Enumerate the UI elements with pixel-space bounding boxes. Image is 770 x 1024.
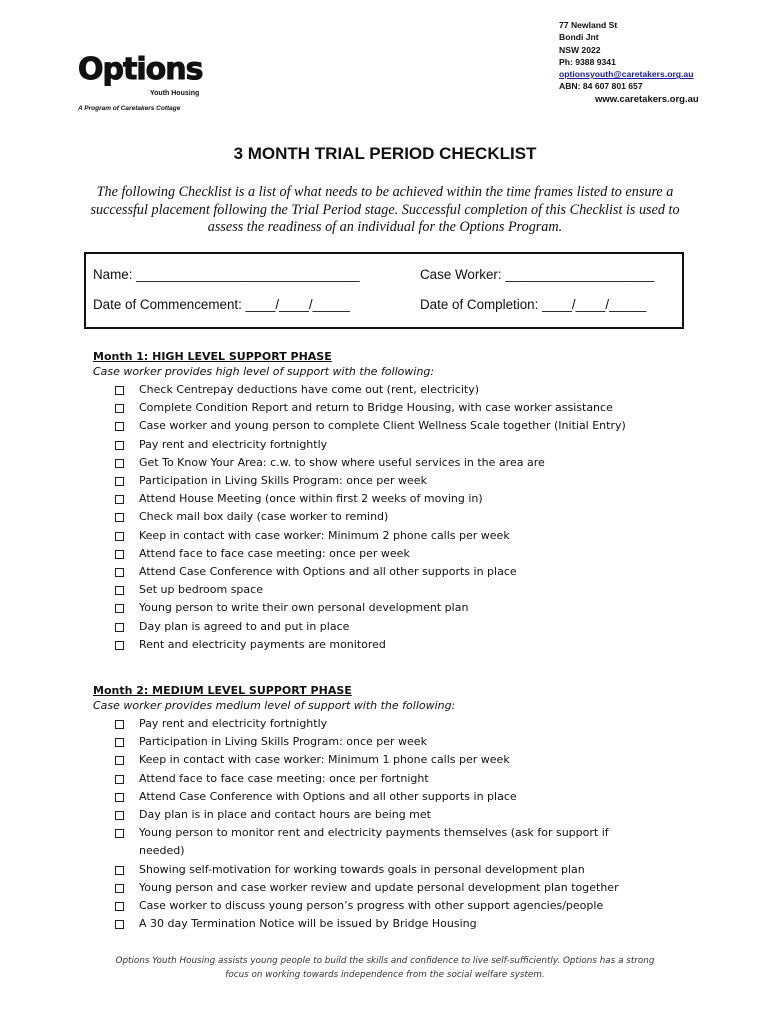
footer-line-2: focus on working towards independence from the social welfare system.: [225, 970, 545, 980]
checklist-item: [93, 399, 693, 417]
checklist-item: [93, 751, 693, 769]
checklist-item: [93, 861, 693, 879]
checklist-item-label: Set up bedroom space: [139, 583, 263, 597]
checkbox[interactable]: [115, 386, 124, 395]
footer-line-1: Options Youth Housing assists young people to build the skills and confidence to live self-sufficiently. Options has a strong: [115, 956, 655, 966]
checklist-item: [93, 436, 693, 454]
checkbox[interactable]: [115, 920, 124, 929]
checklist-item-label: Participation in Living Skills Program: once per week: [139, 474, 427, 488]
checkbox[interactable]: [115, 495, 124, 504]
checkbox[interactable]: [115, 866, 124, 875]
checklist-item: [93, 508, 693, 526]
checkbox[interactable]: [115, 422, 124, 431]
checkbox[interactable]: [115, 459, 124, 468]
checklist-item-continuation: needed): [139, 844, 185, 858]
checklist-item-label: Case worker and young person to complete Client Wellness Scale together (Initial Entry): [139, 419, 626, 433]
checkbox[interactable]: [115, 829, 124, 838]
month2-subtitle: Case worker provides medium level of support with the following:: [93, 699, 456, 712]
checklist-item: [93, 545, 693, 563]
checkbox[interactable]: [115, 586, 124, 595]
address-block: [559, 19, 699, 105]
month1-subtitle: Case worker provides high level of support with the following:: [93, 365, 435, 378]
checklist-item-label: Attend face to face case meeting: once per fortnight: [139, 771, 429, 785]
checklist-item: [93, 599, 693, 617]
logo-wordmark: Options: [78, 52, 203, 87]
logo-tagline: A Program of Caretakers Cottage: [78, 105, 181, 112]
checklist-item-label: Keep in contact with case worker: Minimum 2 phone calls per week: [139, 528, 510, 542]
checklist-item-label: Complete Condition Report and return to Bridge Housing, with case worker assistance: [139, 401, 613, 415]
checklist-item: [93, 806, 693, 824]
checklist-item-label: Pay rent and electricity fortnightly: [139, 717, 328, 730]
checkbox[interactable]: [115, 477, 124, 486]
logo-subtitle: Youth Housing: [150, 90, 200, 97]
page-title: 3 MONTH TRIAL PERIOD CHECKLIST: [233, 144, 537, 163]
checkbox[interactable]: [115, 775, 124, 784]
checklist-item-label: Pay rent and electricity fortnightly: [139, 437, 328, 451]
checkbox[interactable]: [115, 513, 124, 522]
checkbox[interactable]: [115, 811, 124, 820]
checklist-item-label: Rent and electricity payments are monitored: [139, 637, 386, 651]
checklist-item: [93, 417, 693, 435]
checkbox[interactable]: [115, 738, 124, 747]
checklist-item-label: A 30 day Termination Notice will be issued by Bridge Housing: [139, 917, 477, 931]
month1-title: Month 1: HIGH LEVEL SUPPORT PHASE: [93, 350, 332, 363]
checklist-item: [93, 527, 693, 545]
checklist-item-label: Day plan is in place and contact hours are being met: [139, 808, 431, 822]
checkbox[interactable]: [115, 623, 124, 632]
checklist-item: [93, 581, 693, 599]
checklist-item: [93, 618, 693, 636]
checkbox[interactable]: [115, 441, 124, 450]
checkbox[interactable]: [115, 604, 124, 613]
checklist-item-label: Young person to monitor rent and electricity payments themselves (ask for support if: [139, 826, 609, 840]
checklist-item-label: Young person and case worker review and update personal development plan together: [139, 880, 619, 894]
website-link[interactable]: www.caretakers.org.au: [595, 94, 699, 105]
checkbox[interactable]: [115, 641, 124, 650]
month2-section: [93, 684, 693, 933]
checklist-item: [93, 770, 693, 788]
checklist-item-label: Participation in Living Skills Program: once per week: [139, 735, 427, 749]
commencement-date-field[interactable]: Date of Commencement: ____/____/_____: [93, 297, 350, 312]
checklist-item-label: Keep in contact with case worker: Minimum 1 phone calls per week: [139, 753, 510, 767]
checklist-item-label: Case worker to discuss young person’s progress with other support agencies/people: [139, 899, 604, 913]
checklist-item: [93, 563, 693, 581]
checklist-item: [93, 715, 693, 733]
checklist-item-label: Young person to write their own personal development plan: [139, 601, 469, 615]
participant-details-box: [84, 252, 684, 329]
checklist-item: [93, 733, 693, 751]
checklist-item: [93, 636, 693, 654]
month1-section: [93, 350, 693, 654]
footer: [95, 954, 675, 982]
checkbox[interactable]: [115, 902, 124, 911]
checklist-item: [93, 490, 693, 508]
case-worker-field[interactable]: Case Worker: ____________________: [420, 267, 655, 282]
checklist-item-label: Get To Know Your Area: c.w. to show where useful services in the area are: [139, 455, 545, 469]
checklist-item: [93, 454, 693, 472]
address-phone: Ph: 9388 9341: [559, 56, 616, 67]
checkbox[interactable]: [115, 793, 124, 802]
checklist-item-label: Attend House Meeting (once within first 2 weeks of moving in): [139, 492, 483, 506]
checklist-item: [93, 472, 693, 490]
checkbox[interactable]: [115, 404, 124, 413]
checklist-item-label: Check Centrepay deductions have come out (rent, electricity): [139, 383, 480, 396]
checklist-item: [93, 879, 693, 897]
checklist-item-label: Showing self-motivation for working towards goals in personal development plan: [139, 862, 585, 876]
address-abn: ABN: 84 607 801 657: [559, 81, 643, 92]
checklist-item: [93, 915, 693, 933]
checklist-item-label: Attend Case Conference with Options and all other supports in place: [139, 789, 517, 803]
checklist-item: [93, 788, 693, 806]
month2-title: Month 2: MEDIUM LEVEL SUPPORT PHASE: [93, 684, 352, 697]
completion-date-field[interactable]: Date of Completion: ____/____/_____: [420, 297, 647, 312]
checkbox[interactable]: [115, 720, 124, 729]
name-field[interactable]: Name: ______________________________: [93, 267, 360, 282]
checklist-item-label: Check mail box daily (case worker to remind): [139, 510, 389, 524]
checklist-item-label: Attend Case Conference with Options and all other supports in place: [139, 565, 517, 579]
checkbox[interactable]: [115, 532, 124, 541]
checklist-item-label: Attend face to face case meeting: once per week: [139, 546, 410, 560]
checklist-item: [93, 897, 693, 915]
month1-checklist: [93, 381, 693, 654]
intro-paragraph: The following Checklist is a list of what needs to be achieved within the time frames listed to ensure a successful placement following the Trial Period stage. Successful completion of this Checklist is used to assess the readiness of an individual for the Options Program.: [90, 184, 680, 235]
month2-checklist: [93, 715, 693, 933]
address-suburb: Bondi Jnt: [559, 32, 599, 43]
checkbox[interactable]: [115, 756, 124, 765]
checklist-item: [93, 381, 693, 399]
organisation-logo: [78, 52, 208, 116]
email-link[interactable]: optionsyouth@caretakers.org.au: [559, 69, 694, 80]
checkbox[interactable]: [115, 568, 124, 577]
checklist-item: [93, 824, 693, 860]
address-state: NSW 2022: [559, 44, 601, 55]
checklist-item-label: Day plan is agreed to and put in place: [139, 619, 350, 633]
checkbox[interactable]: [115, 550, 124, 559]
checkbox[interactable]: [115, 884, 124, 893]
address-street: 77 Newland St: [559, 20, 618, 30]
